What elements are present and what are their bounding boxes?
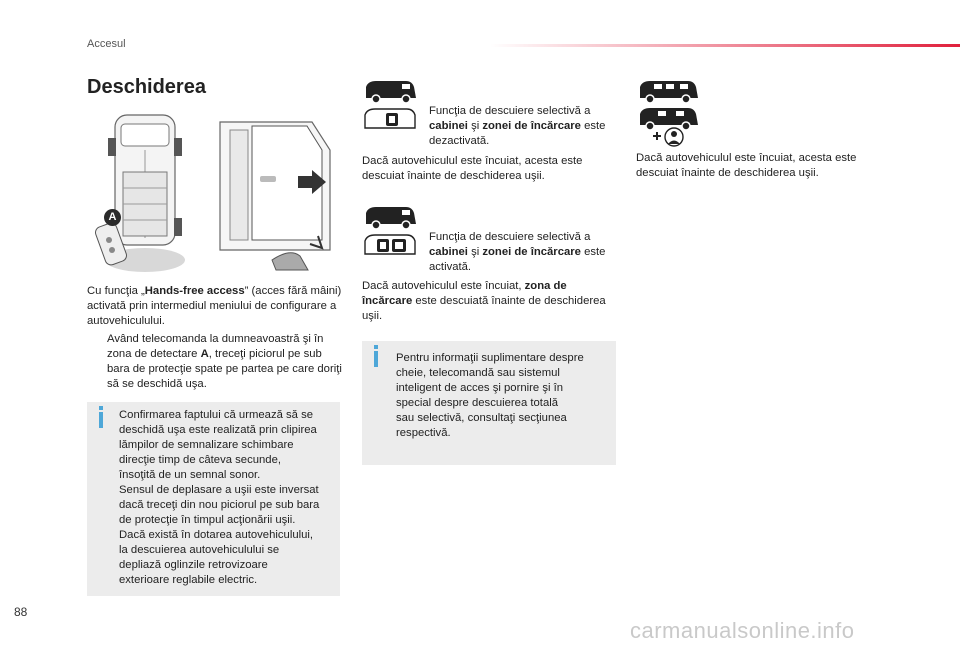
bullet-text-pre: Având telecomanda la dumneavoastră şi în zona de detectare (107, 333, 324, 360)
info-line: lămpilor de semnalizare schimbare (119, 439, 294, 451)
watermark: carmanualsonline.info (630, 618, 855, 643)
passenger-van-icon (636, 78, 700, 104)
block2-description (362, 279, 612, 324)
info-line: deschidă uşa este realizată prin clipirea (119, 424, 317, 436)
col3-description: Dacă autovehiculul este încuiat, acesta este descuiat înainte de deschiderea uşii. (636, 152, 857, 179)
selective-unlock-enabled-text (429, 230, 609, 275)
bullet-text-bold: A (200, 348, 209, 360)
info-line: însoţită de un semnal sonor. (119, 469, 261, 481)
page-number: 88 (14, 605, 28, 619)
van-side-door-illustration (212, 110, 342, 275)
block1-description: Dacă autovehiculul este încuiat, acesta este descuiat înainte de deschiderea uşii. (362, 155, 583, 182)
info-line: inteligent de acces şi pornire şi în (396, 382, 564, 394)
intro-text-post: ” (acces fără mâini) activată prin intermediul meniului de configurare a autovehiculului. (87, 285, 342, 327)
van-silhouette-icon (362, 78, 418, 104)
text-mid: şi (467, 246, 483, 258)
info-line: exterioare reglabile electric. (119, 574, 258, 586)
text-bold-cabin: cabinei (429, 246, 468, 258)
info-line: Dacă există în dotarea autovehiculului, (119, 529, 314, 541)
text-pre: Funcţia de descuiere selectivă a (429, 105, 591, 117)
section-title: Accesul (87, 38, 126, 50)
header-accent-line (490, 44, 960, 47)
instruction-bullet (87, 332, 342, 392)
info-line: sau selectivă, consultaţi secţiunea (396, 412, 567, 424)
intro-paragraph (87, 284, 342, 329)
text-bold-load-area: zonei de încărcare (482, 246, 581, 258)
text-post: este dezactivată. (429, 120, 606, 147)
text-bold-load-area: zonei de încărcare (482, 120, 581, 132)
bullet-text (107, 332, 342, 392)
add-child-lock-icon (650, 126, 686, 148)
van-lock-load-area-icon (362, 232, 418, 260)
info-icon (99, 412, 103, 428)
page-title: Deschiderea (87, 76, 206, 98)
info-text (396, 351, 611, 441)
text-pre: Funcţia de descuiere selectivă a (429, 231, 591, 243)
intro-text-pre: Cu funcţia „ (87, 285, 145, 297)
text-post: este activată. (429, 246, 606, 273)
info-line: Sensul de deplasare a uşii este inversat (119, 484, 319, 496)
text-post: este descuiată înainte de deschiderea uşii. (362, 295, 606, 322)
bullet-text-post: , treceţi piciorul pe sub bara de protecţie spate pe partea pe care doriţi să se deschidă uşa. (107, 348, 342, 390)
info-line: cheie, telecomandă sau sistemul (396, 367, 560, 379)
selective-unlock-disabled-text (429, 104, 609, 149)
bullet-symbol (87, 332, 107, 392)
info-line: Confirmarea faptului că urmează să se (119, 409, 314, 421)
info-icon (374, 351, 378, 367)
van-lock-outline-icon (362, 106, 418, 134)
info-line: direcţie timp de câteva secunde, (119, 454, 282, 466)
key-fob-icon (92, 218, 134, 274)
text-bold: zona de încărcare (362, 280, 567, 307)
info-line: de protecţie în timpul acţionării uşii. (119, 514, 296, 526)
info-box-confirmation (87, 402, 340, 596)
info-line: depliază oglinzile retrovizoare (119, 559, 268, 571)
info-line: Pentru informaţii suplimentare despre (396, 352, 584, 364)
intro-text-bold: Hands-free access (144, 285, 245, 297)
info-text (119, 408, 339, 588)
info-line: respectivă. (396, 427, 451, 439)
text-mid: şi (467, 120, 483, 132)
van-silhouette-icon (362, 204, 418, 230)
info-line: special despre descuierea totală (396, 397, 559, 409)
info-line: dacă treceţi din nou piciorul pe sub bara (119, 499, 320, 511)
text-bold-cabin: cabinei (429, 120, 468, 132)
detection-zone-a-label: A (104, 209, 121, 226)
info-box-more-info (362, 341, 616, 465)
text-pre: Dacă autovehiculul este încuiat, (362, 280, 525, 292)
info-line: la descuierea autovehiculului se (119, 544, 280, 556)
